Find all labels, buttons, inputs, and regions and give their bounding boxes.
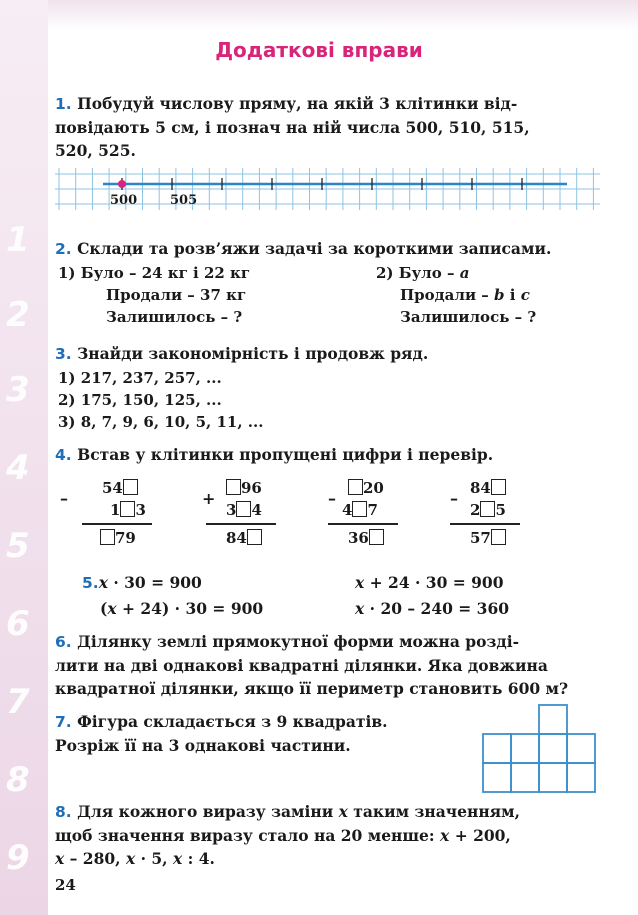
axis-label: 500: [110, 193, 138, 208]
exercise-7: 7. Фігура складається з 9 квадратів. Розріж її на 3 однакові частини.: [55, 712, 388, 755]
exercise-number: 1.: [55, 95, 72, 113]
top-band: [0, 0, 638, 30]
exercise-3: [55, 342, 595, 366]
exercise-number: 7.: [55, 713, 72, 731]
problem-2-line: Залишилось – ?: [400, 308, 537, 326]
side-number: 3: [6, 370, 30, 410]
side-number: 1: [6, 220, 30, 260]
equation: (x + 24) · 30 = 900: [100, 599, 264, 618]
blank-box[interactable]: [123, 479, 138, 495]
blank-box[interactable]: [348, 479, 363, 495]
exercise-number: 3.: [55, 345, 72, 363]
side-number: 6: [6, 604, 30, 644]
sequence: 2) 175, 150, 125, ...: [58, 391, 222, 409]
equation: x + 24 · 30 = 900: [355, 573, 504, 592]
page-title: Додаткові вправи: [215, 38, 423, 62]
side-number: 7: [6, 682, 30, 722]
side-number: 8: [6, 760, 30, 800]
blank-box[interactable]: [100, 529, 115, 545]
page-number: 24: [55, 876, 76, 894]
exercise-number: 2.: [55, 240, 72, 258]
exercise-6: 6. Ділянку землі прямокутної форми можна розді- лити на дві однакові квадратні ділянки. Яка довжина квадратної ділянки, якщо її периметр становить 600 м?: [55, 632, 569, 698]
sequence: 1) 217, 237, 257, ...: [58, 369, 222, 387]
exercise-text: Побудуй числову пряму, на якій 3 клітинки від-: [77, 94, 518, 113]
problem-1-line: 1) Було – 24 кг і 22 кг: [58, 264, 251, 282]
side-number: 9: [6, 838, 30, 878]
exercise-number: 8.: [55, 803, 72, 821]
blank-box[interactable]: [120, 501, 135, 517]
blank-box[interactable]: [226, 479, 241, 495]
blank-box[interactable]: [236, 501, 251, 517]
blank-box[interactable]: [491, 479, 506, 495]
side-number: 2: [6, 295, 30, 335]
blank-box[interactable]: [247, 529, 262, 545]
column-calc-3: – 20 4 7 36: [328, 478, 428, 553]
problem-1-line: Продали – 37 кг: [106, 286, 247, 304]
nine-squares-figure: [482, 704, 600, 794]
exercise-2: [55, 237, 595, 261]
problem-2-line: Продали – b і c: [400, 286, 530, 304]
side-number: 5: [6, 526, 30, 566]
problem-2-line: 2) Було – a: [376, 264, 470, 282]
equation: 5.x · 30 = 900: [82, 573, 202, 592]
point-marker: [118, 180, 126, 188]
side-number: 4: [6, 448, 30, 488]
sequence: 3) 8, 7, 9, 6, 10, 5, 11, ...: [58, 413, 264, 431]
column-calc-4: – 84 2 5 57: [450, 478, 550, 553]
problem-1-line: Залишилось – ?: [106, 308, 243, 326]
side-strip: [0, 0, 48, 915]
exercise-number: 4.: [55, 446, 72, 464]
blank-box[interactable]: [480, 501, 495, 517]
exercise-text: 520, 525.: [55, 141, 136, 160]
exercise-8: 8. Для кожного виразу заміни x таким значенням, щоб значення виразу стало на 20 менше: x + 200, x – 280, x · 5, x : 4.: [55, 802, 520, 868]
blank-box[interactable]: [491, 529, 506, 545]
column-calc-1: – 54 1 3 79: [60, 478, 160, 553]
exercise-text: Встав у клітинки пропущені цифри і перевір.: [77, 445, 494, 464]
column-calc-2: + 96 3 4 84: [202, 478, 302, 553]
exercise-number: 6.: [55, 633, 72, 651]
exercise-text: Знайди закономірність і продовж ряд.: [77, 344, 429, 363]
exercise-1: [55, 92, 595, 162]
exercise-text: повідають 5 см, і познач на ній числа 500, 510, 515,: [55, 118, 530, 137]
blank-box[interactable]: [369, 529, 384, 545]
exercise-number: 5.: [82, 574, 99, 592]
blank-box[interactable]: [352, 501, 367, 517]
equation: x · 20 – 240 = 360: [355, 599, 510, 618]
exercise-4: [55, 443, 595, 467]
exercise-text: Склади та розв’яжи задачі за короткими записами.: [77, 239, 552, 258]
axis-label: 505: [170, 193, 198, 208]
